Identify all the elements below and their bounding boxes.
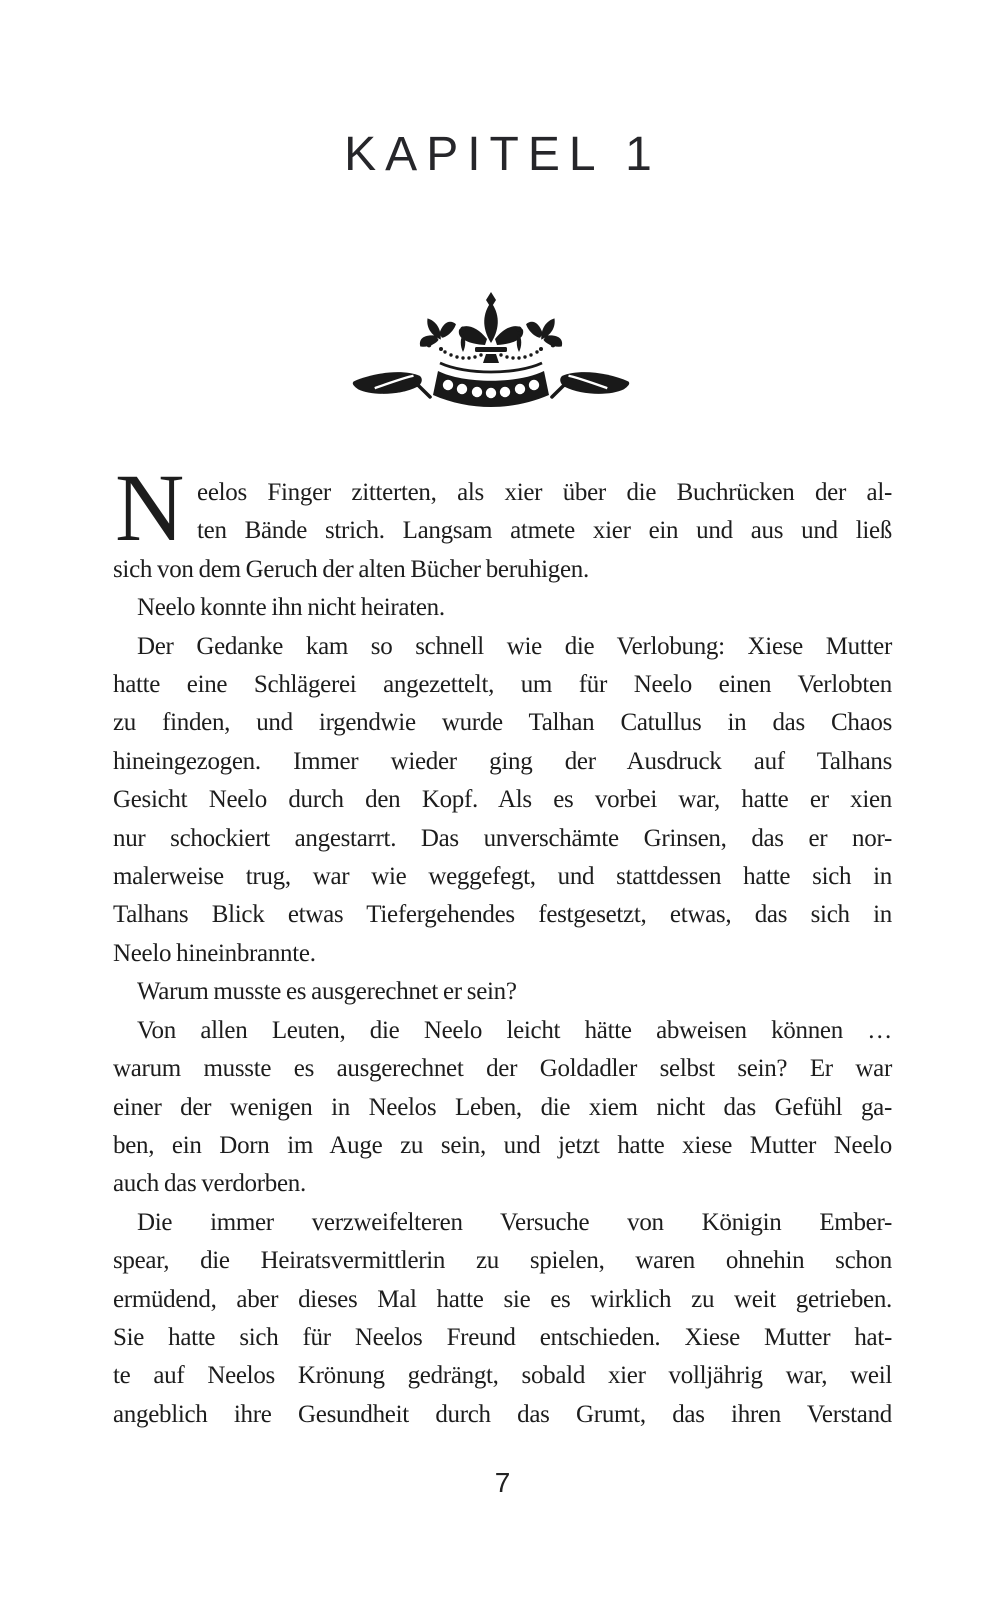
text-line: Neelo hineinbrannte. [113,939,316,967]
chapter-ornament [352,292,630,414]
text-line: hatte eine Schlägerei angezettelt, um für Neelo einen Verlobten [113,671,892,699]
page-number: 7 [494,1467,511,1498]
text-line: ermüdend, aber dieses Mal hatte sie es wirklich zu weit getrieben. [113,1285,892,1313]
text-line: zu finden, und irgendwie wurde Talhan Catullus in das Chaos [113,709,892,737]
chapter-heading: KAPITEL 1 [344,128,661,181]
text-line: eelos Finger zitterten, als xier über die Buchrücken der al- [197,479,892,506]
text-line: Warum musste es ausgerechnet er sein? [137,978,517,1006]
paragraph [113,973,892,1011]
text-line: spear, die Heiratsvermittlerin zu spielen, waren ohnehin schon [113,1247,892,1275]
text-line: nur schockiert angestarrt. Das unverschämte Grinsen, das er nor- [113,824,892,852]
text-line: auch das verdorben. [113,1170,306,1198]
text-line: Sie hatte sich für Neelos Freund entschieden. Xiese Mutter hat- [113,1323,892,1351]
text-line: ten Bände strich. Langsam atmete xier ein und aus und ließ [197,517,892,545]
text-line: warum musste es ausgerechnet der Goldadler selbst sein? Er war [113,1055,892,1083]
text-line: Von allen Leuten, die Neelo leicht hätte abweisen können … [137,1016,892,1044]
feather-right-icon [548,364,630,404]
paragraph [113,628,892,974]
paragraph [113,1204,892,1434]
drop-cap: N [115,454,185,561]
body-text [113,454,892,1434]
text-line: Neelo konnte ihn nicht heiraten. [137,594,445,622]
text-line: sich von dem Geruch der alten Bücher beruhigen. [113,555,589,583]
text-line: einer der wenigen in Neelos Leben, die xiem nicht das Gefühl ga- [113,1093,892,1121]
text-line: Die immer verzweifelteren Versuche von Königin Ember- [137,1208,892,1236]
text-line: te auf Neelos Krönung gedrängt, sobald xier volljährig war, weil [113,1362,892,1390]
paragraph [113,454,892,589]
crown-icon [410,292,573,407]
paragraph [113,1012,892,1204]
feather-left-icon [352,364,434,404]
text-line: hineingezogen. Immer wieder ging der Ausdruck auf Talhans [113,747,892,775]
text-line: Der Gedanke kam so schnell wie die Verlobung: Xiese Mutter [137,632,892,660]
text-line: angeblich ihre Gesundheit durch das Grumt, das ihren Verstand [113,1400,892,1428]
text-line: Talhans Blick etwas Tiefergehendes festgesetzt, etwas, das sich in [113,901,892,929]
text-line: malerweise trug, war wie weggefegt, und stattdessen hatte sich in [113,863,892,891]
paragraph [113,589,892,627]
text-line: Gesicht Neelo durch den Kopf. Als es vorbei war, hatte er xien [113,786,892,814]
text-line: ben, ein Dorn im Auge zu sein, und jetzt hatte xiese Mutter Neelo [113,1131,892,1159]
